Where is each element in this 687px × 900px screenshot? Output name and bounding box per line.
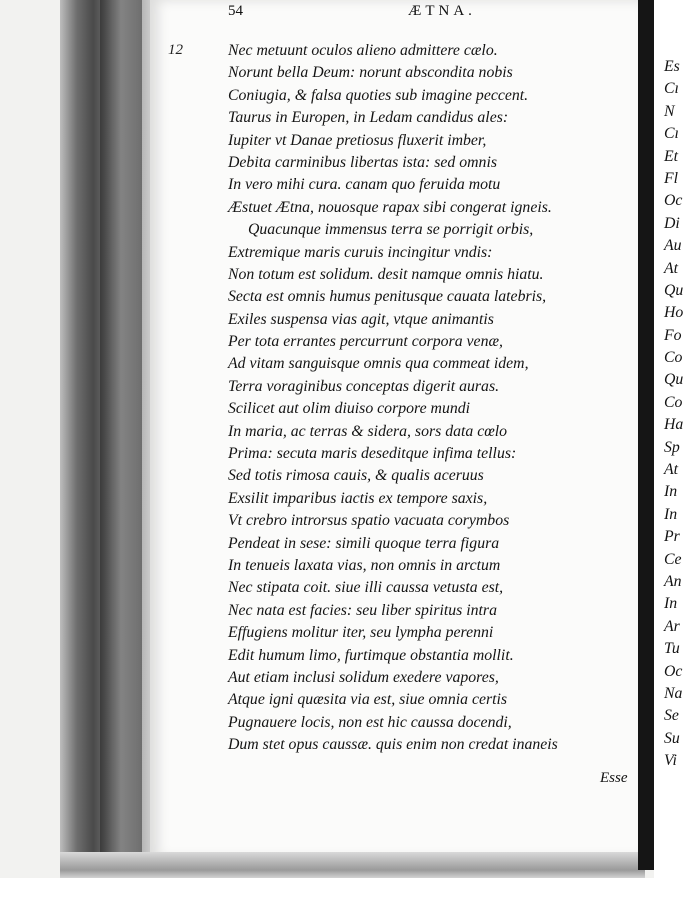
- facing-line: Pr: [664, 528, 680, 546]
- verse-line: Secta est omnis humus penitusque cauata latebris,: [228, 288, 547, 306]
- verse-line: Extremique maris curuis incingitur vndis:: [228, 243, 493, 261]
- verse-line: Dum stet opus caussæ. quis enim non credat inaneis: [228, 736, 558, 754]
- verse-line: Terra voraginibus conceptas digerit auras.: [228, 377, 500, 395]
- verse-line: Vt crebro introrsus spatio vacuata corymbos: [228, 512, 510, 530]
- verse-line: Aut etiam inclusi solidum exedere vapores,: [228, 668, 499, 686]
- verse-line: Nec metuunt oculos alieno admittere cælo.: [228, 42, 498, 59]
- facing-line: Qu: [664, 371, 684, 389]
- margin-line-number: 12: [168, 42, 183, 58]
- facing-line: Di: [664, 214, 680, 232]
- verse-line: Pendeat in sese: simili quoque terra figura: [228, 534, 500, 552]
- facing-line: N: [664, 102, 675, 120]
- verse-line: Prima: secuta maris deseditque infima tellus:: [228, 445, 517, 463]
- facing-line: Vi: [664, 752, 677, 770]
- facing-line: Ar: [664, 617, 680, 635]
- verse-line: Æstuet Ætna, nouosque rapax sibi congerat igneis.: [228, 198, 552, 216]
- facing-line: Cı: [664, 125, 679, 143]
- verse-line: Norunt bella Deum: norunt abscondita nobis: [228, 64, 513, 82]
- facing-line: Se: [664, 707, 679, 725]
- facing-line: At: [664, 461, 679, 479]
- verse-line: Debita carminibus libertas ista: sed omnis: [228, 153, 497, 171]
- verse-line: In tenueis laxata vias, non omnis in arctum: [228, 556, 501, 574]
- facing-line: Oc: [664, 192, 683, 210]
- facing-line: At: [664, 259, 679, 277]
- facing-line: An: [664, 572, 682, 590]
- verse-line: Non totum est solidum. desit namque omnis hiatu.: [228, 265, 544, 283]
- verse-line: Scilicet aut olim diuiso corpore mundi: [228, 400, 471, 418]
- facing-line: Co: [664, 349, 683, 367]
- facing-line: Fo: [664, 326, 682, 344]
- verse-line: Nec stipata coit. siue illi caussa vetusta est,: [228, 579, 504, 597]
- verse-line: Coniugia, & falsa quoties sub imagine peccent.: [228, 86, 529, 104]
- verse-line: Effugiens molitur iter, seu lympha perenni: [228, 624, 494, 642]
- facing-line: In: [664, 483, 678, 501]
- verse-line: Pugnauere locis, non est hic caussa docendi,: [228, 713, 512, 731]
- verse-line: Exiles suspensa vias agit, vtque animantis: [228, 310, 494, 328]
- verse-line: Edit humum limo, furtimque obstantia mollit.: [228, 646, 514, 664]
- facing-page-text: [664, 56, 687, 773]
- facing-line: Ce: [664, 550, 682, 568]
- bottom-margin: [0, 878, 687, 900]
- verse-line: In maria, ac terras & sidera, sors data cœlo: [228, 422, 508, 440]
- facing-line: In: [664, 595, 678, 613]
- facing-line: Su: [664, 729, 680, 747]
- facing-line: Ha: [664, 416, 684, 434]
- verse-line: Per tota errantes percurrunt corpora venæ,: [228, 333, 503, 351]
- facing-line: Fl: [664, 169, 679, 187]
- verse-line: Ad vitam sanguisque omnis qua commeat idem,: [228, 355, 529, 373]
- facing-line: In: [664, 505, 678, 523]
- catchword: Esse: [600, 770, 628, 786]
- running-title: ÆTNA.: [408, 3, 476, 19]
- facing-line: Tu: [664, 640, 680, 658]
- gutter-dark: [638, 0, 654, 870]
- verse-line: Nec nata est facies: seu liber spiritus intra: [228, 601, 497, 619]
- facing-line: Sp: [664, 438, 680, 456]
- facing-line: Es: [664, 58, 680, 75]
- facing-line: Co: [664, 393, 683, 411]
- verse-text: [228, 40, 638, 757]
- verse-line: Taurus in Europen, in Ledam candidus ales:: [228, 109, 509, 127]
- page-number: 54: [228, 3, 243, 19]
- gutter-shadow: [100, 0, 142, 870]
- verse-line: Quacunque immensus terra se porrigit orbis,: [248, 221, 534, 239]
- verse-line: Exsilit imparibus iactis ex tempore saxis,: [228, 489, 488, 507]
- facing-line: Au: [664, 237, 682, 255]
- verse-line: Atque igni quæsita via est, siue omnia certis: [228, 691, 508, 709]
- running-head: [228, 3, 558, 23]
- facing-line: Qu: [664, 281, 684, 299]
- facing-line: Na: [664, 684, 683, 702]
- facing-line: Ho: [664, 304, 684, 322]
- verse-line: In vero mihi cura. canam quo feruida motu: [228, 176, 501, 194]
- facing-line: Oc: [664, 662, 683, 680]
- verse-line: Sed totis rimosa cauis, & qualis aceruus: [228, 467, 484, 485]
- facing-line: Et: [664, 147, 679, 165]
- facing-line: Cı: [664, 80, 679, 98]
- verse-line: Iupiter vt Danae pretiosus fluxerit imber,: [228, 131, 487, 149]
